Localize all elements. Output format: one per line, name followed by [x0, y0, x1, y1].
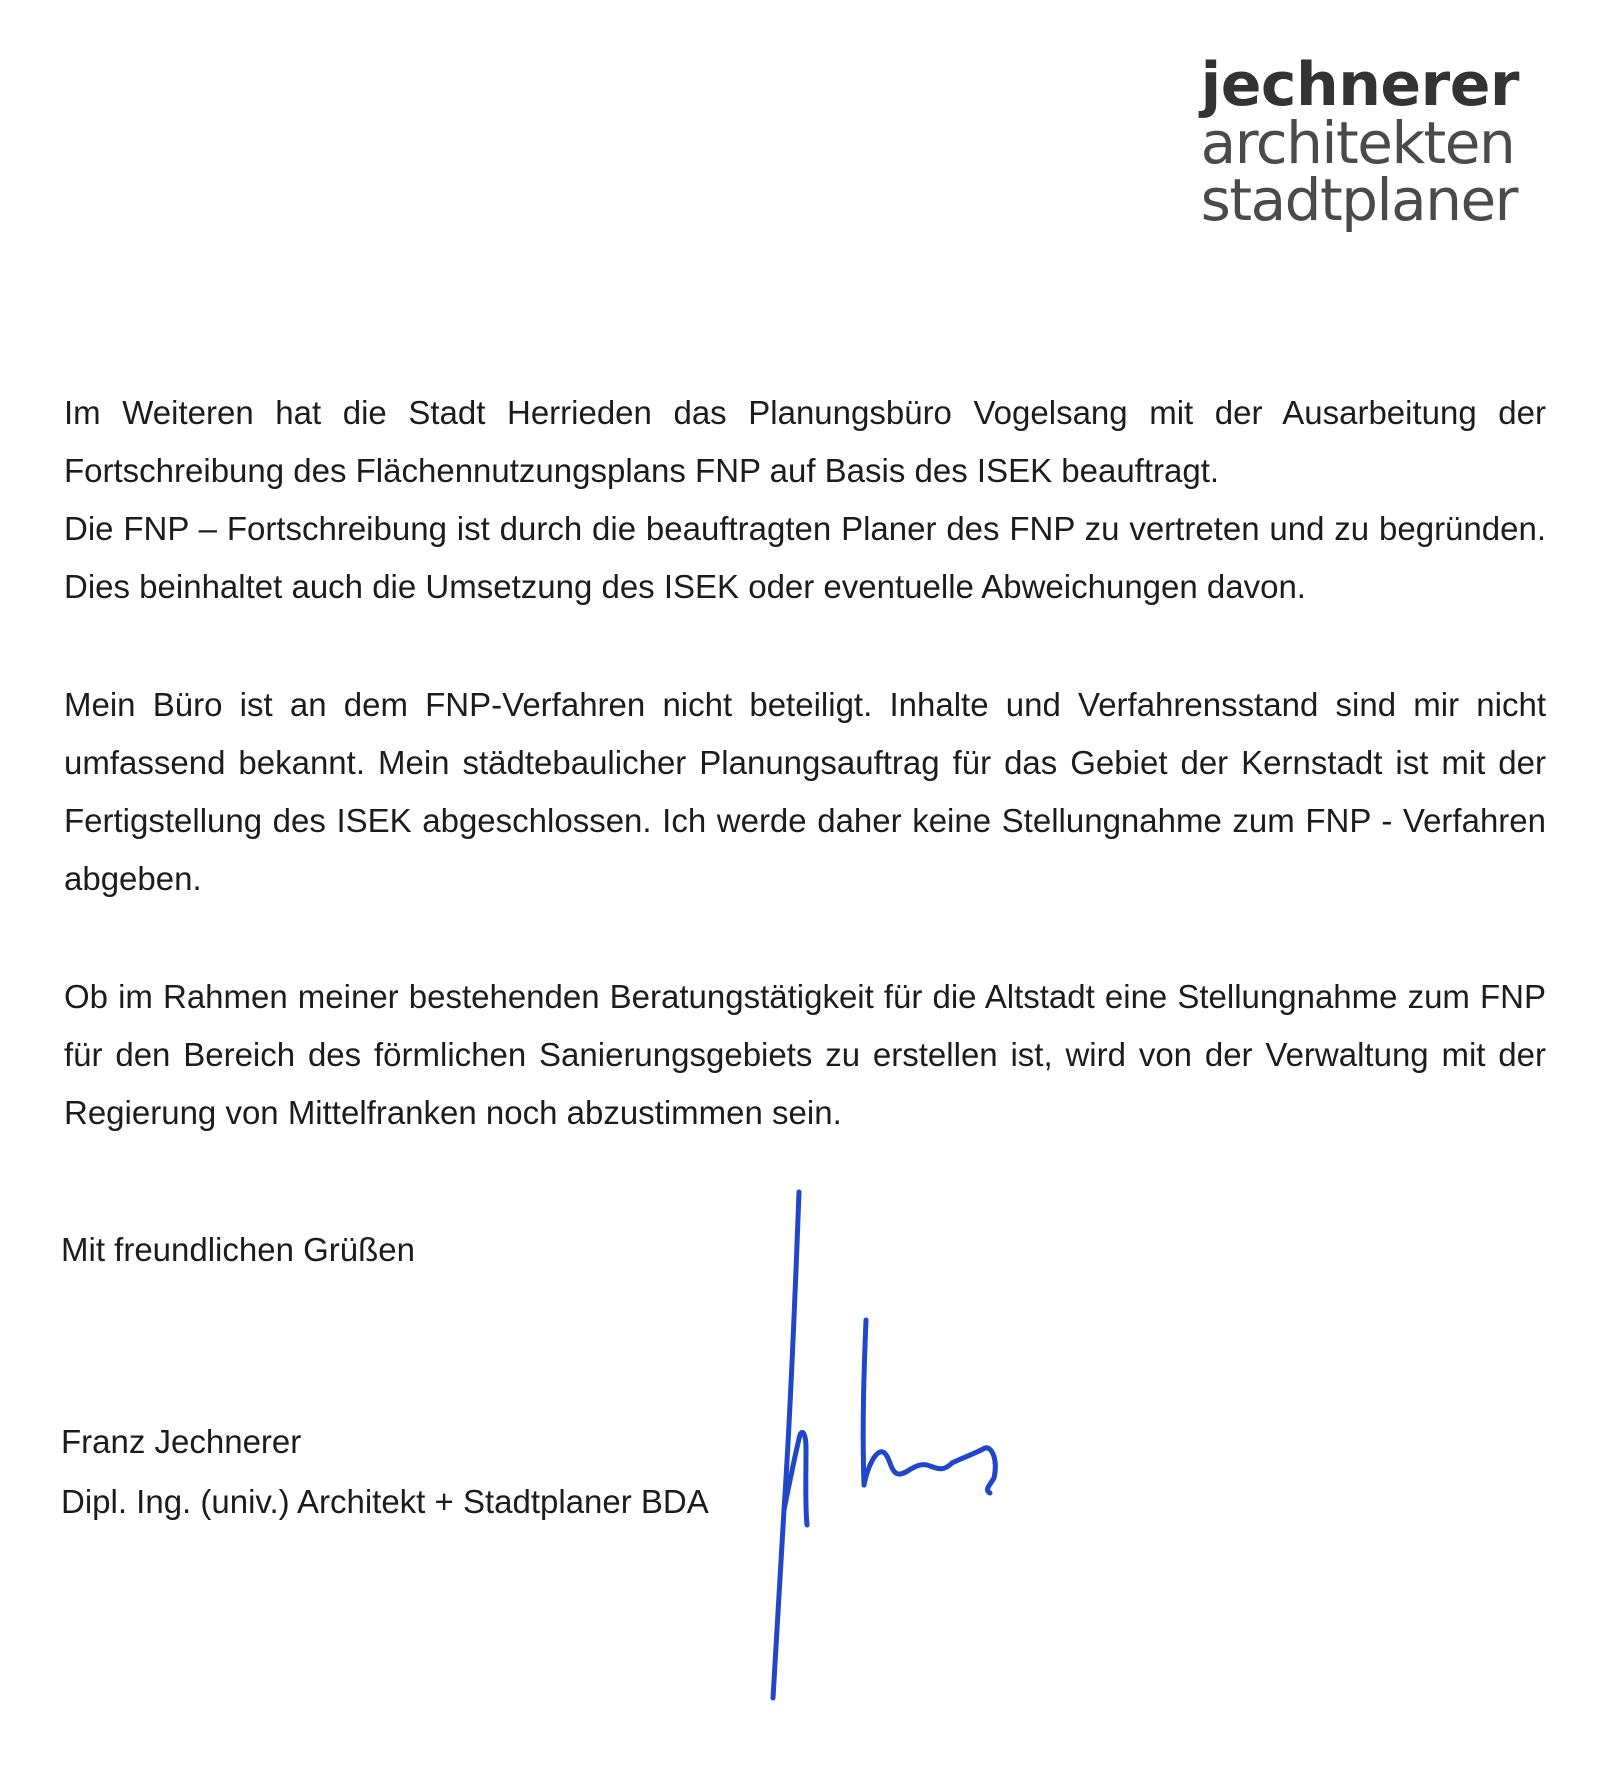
letter-paragraph-3 [64, 968, 1546, 1142]
signatory-name: Franz Jechnerer [61, 1423, 302, 1460]
paragraph-1-sentence-1: Im Weiteren hat die Stadt Herrieden das Planungsbüro Vogelsang mit der Ausarbeitung der Fortschreibung des Flächennutzungsplans FNP auf Basis des ISEK beauftragt. [64, 394, 1546, 489]
logo-line-name: jechnerer [1200, 50, 1519, 120]
logo-line-stadtplaner: stadtplaner [1200, 165, 1517, 234]
signatory-title: Dipl. Ing. (univ.) Architekt + Stadtplaner BDA [61, 1483, 709, 1520]
paragraph-1-sentence-2: Die FNP – Fortschreibung ist durch die beauftragten Planer des FNP zu vertreten und zu begründen. Dies beinhaltet auch die Umsetzung des ISEK oder eventuelle Abweichungen davon. [64, 510, 1546, 605]
company-logo [1200, 50, 1519, 234]
logo-line-architekten: architekten [1200, 108, 1515, 177]
closing-salutation: Mit freundlichen Grüßen [61, 1231, 415, 1268]
letter-paragraph-1 [64, 384, 1546, 616]
handwritten-signature [740, 1180, 1060, 1720]
paragraph-3-text: Ob im Rahmen meiner bestehenden Beratungstätigkeit für die Altstadt eine Stellungnahme zum FNP für den Bereich des förmlichen Sanierungsgebiets zu erstellen ist, wird von der Verwaltung mit der Regierung von Mittelfranken noch abzustimmen sein. [64, 978, 1546, 1131]
letter-paragraph-2 [64, 676, 1546, 908]
paragraph-2-text: Mein Büro ist an dem FNP-Verfahren nicht beteiligt. Inhalte und Verfahrensstand sind mir nicht umfassend bekannt. Mein städtebaulicher Planungsauftrag für das Gebiet der Kernstadt ist mit der Fertigstellung des ISEK abgeschlossen. Ich werde daher keine Stellungnahme zum FNP - Verfahren abgeben. [64, 686, 1546, 897]
